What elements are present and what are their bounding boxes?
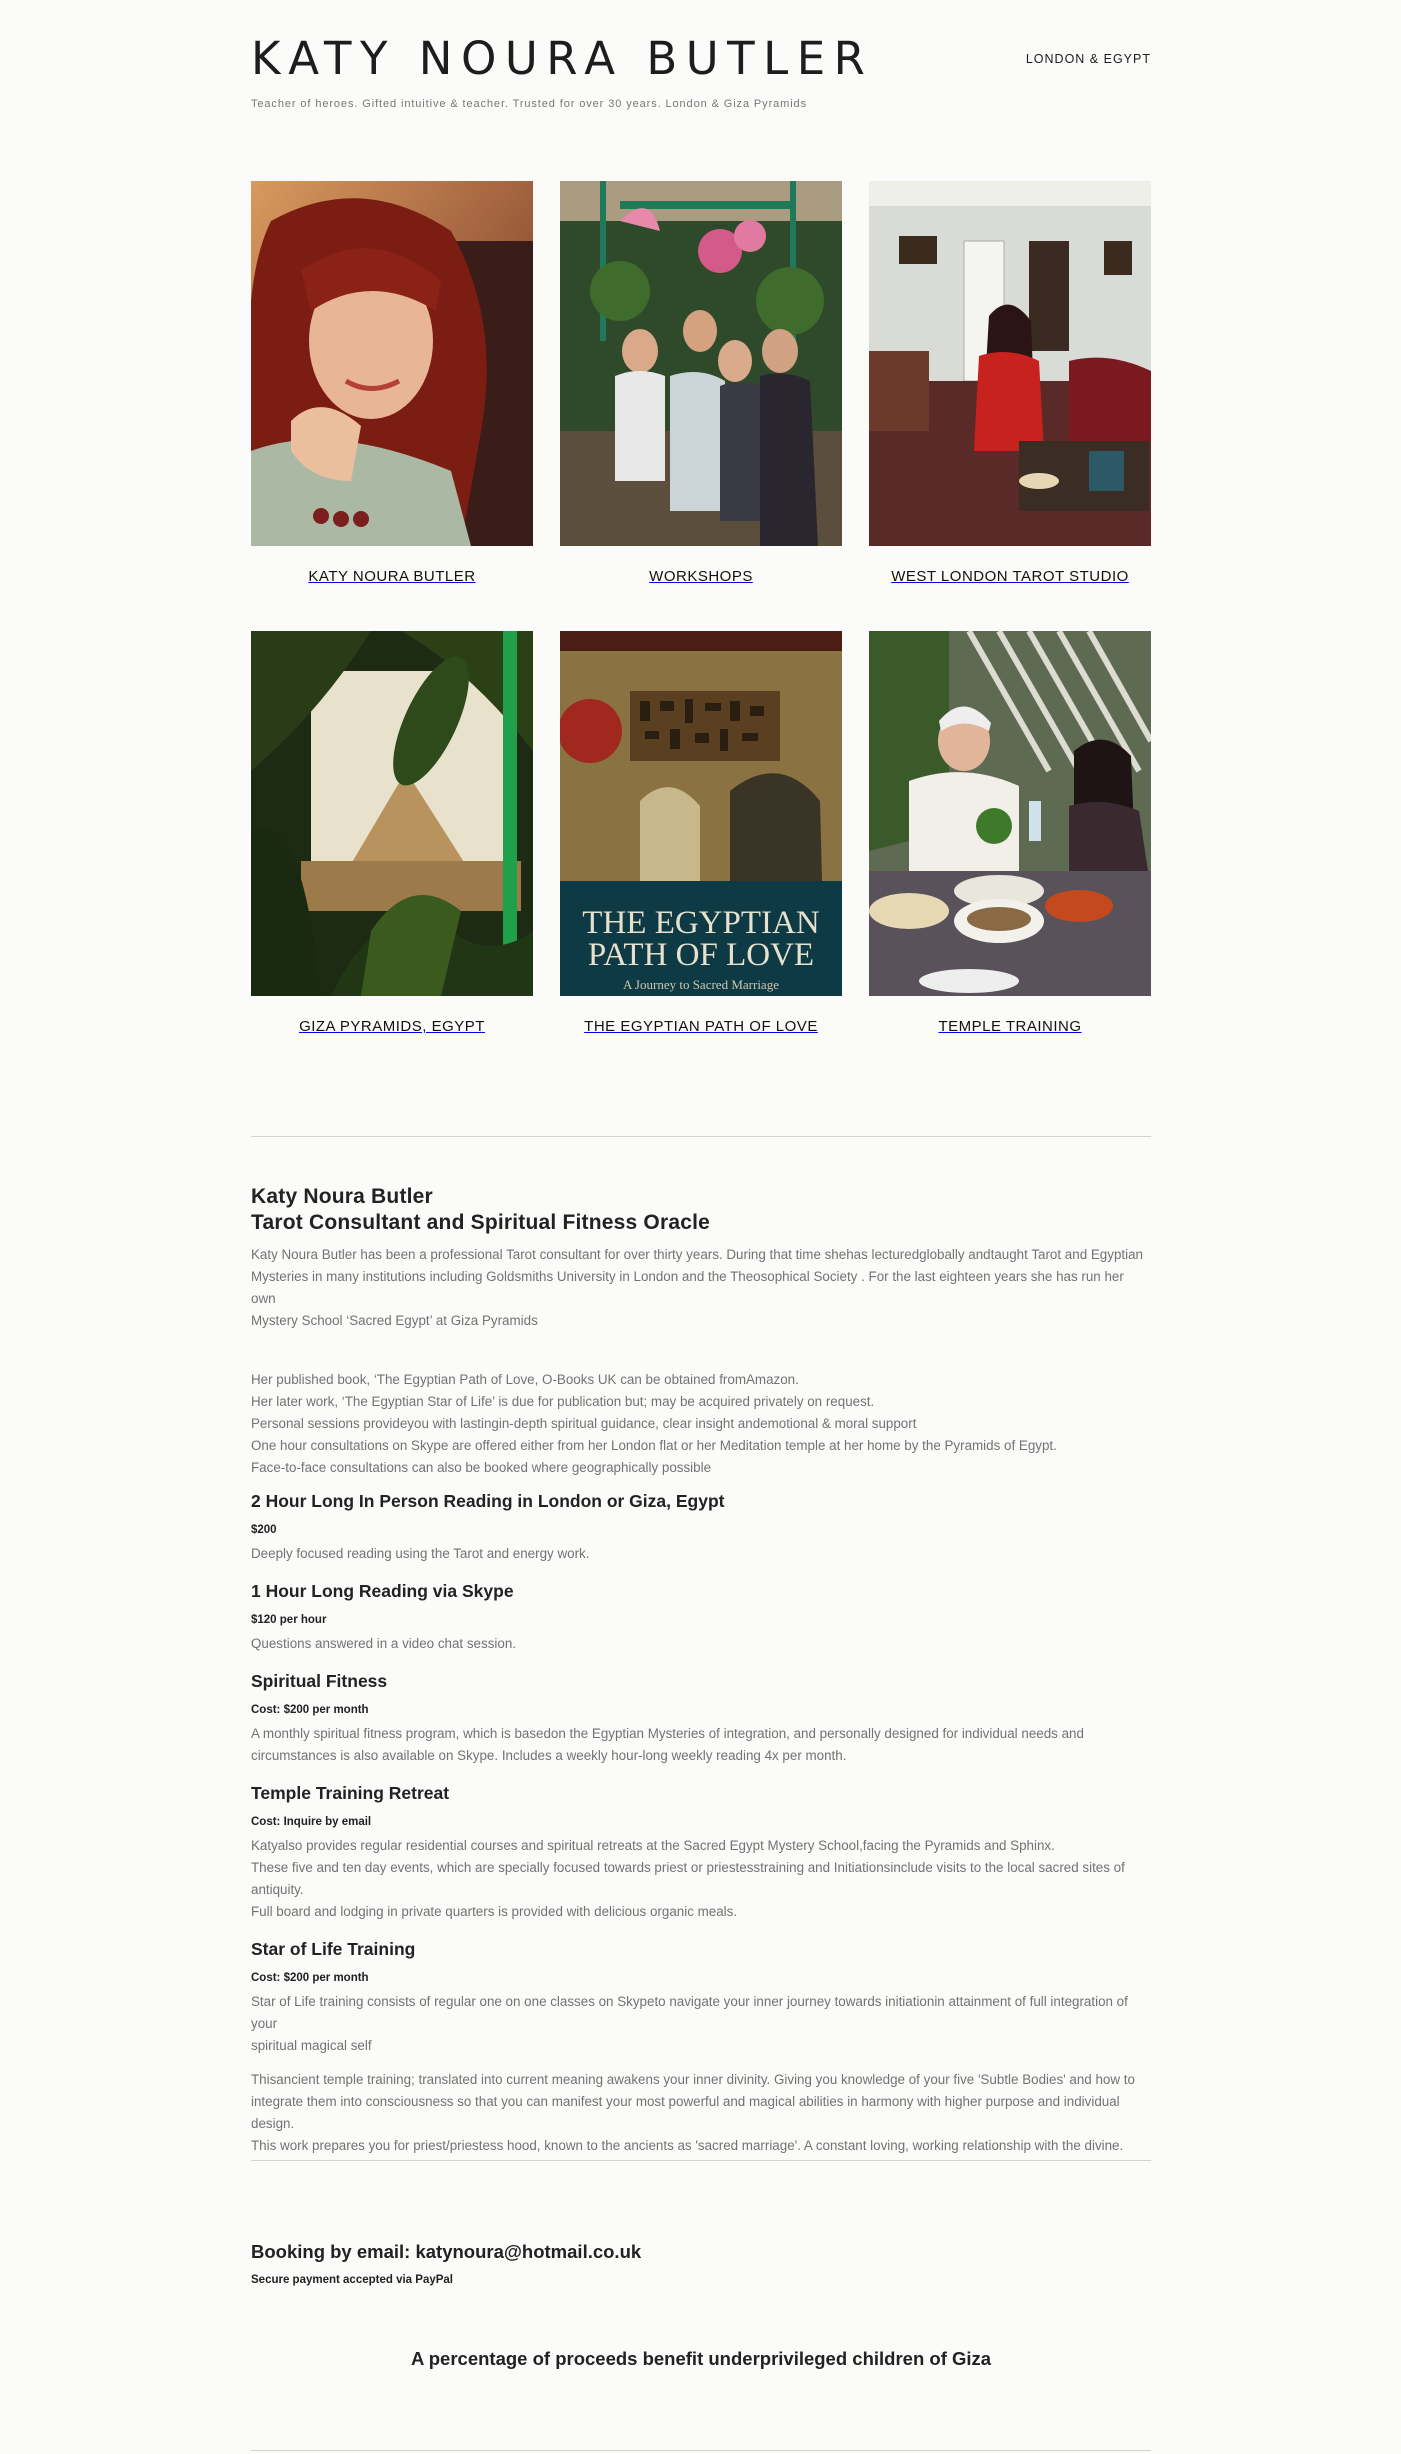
service-description: These five and ten day events, which are specially focused towards priest or priestesstraining and Initiationsinclude visits to the local sacred sites of antiquity. bbox=[251, 1860, 1125, 1897]
gallery-caption[interactable]: TEMPLE TRAINING bbox=[938, 1018, 1082, 1035]
service-description: spiritual magical self bbox=[251, 2038, 372, 2053]
book-cover-image[interactable] bbox=[560, 631, 842, 996]
gallery-item-egyptian-path-of-love[interactable] bbox=[560, 631, 842, 1035]
divider bbox=[251, 1136, 1151, 1137]
service-in-person bbox=[251, 1489, 1151, 1565]
portrait-image[interactable] bbox=[251, 181, 533, 546]
service-title: 2 Hour Long In Person Reading in London or Giza, Egypt bbox=[251, 1491, 725, 1511]
workshops-image[interactable] bbox=[560, 181, 842, 546]
service-spiritual-fitness bbox=[251, 1669, 1151, 1767]
secure-payment-note: Secure payment accepted via PayPal bbox=[251, 2274, 453, 2286]
site-title[interactable]: KATY NOURA BUTLER bbox=[251, 32, 874, 85]
nav-link-london-egypt[interactable]: LONDON & EGYPT bbox=[1025, 52, 1151, 66]
service-description: Deeply focused reading using the Tarot and energy work. bbox=[251, 1546, 590, 1561]
gallery-caption[interactable]: KATY NOURA BUTLER bbox=[308, 568, 476, 585]
temple-training-image[interactable] bbox=[869, 631, 1151, 996]
intro-paragraph bbox=[251, 1244, 1151, 1332]
service-price: Cost: Inquire by email bbox=[251, 1816, 372, 1828]
booking-line bbox=[251, 2240, 1151, 2264]
text-line: Her published book, ‘The Egyptian Path of Love, O-Books UK can be obtained fromAmazon. bbox=[251, 1372, 799, 1387]
divider bbox=[251, 2160, 1151, 2161]
text-line: Katy Noura Butler has been a professional Tarot consultant for over thirty years. During that time shehas lecturedglobally andtaught Tarot and Egyptian bbox=[251, 1247, 1143, 1262]
service-title: 1 Hour Long Reading via Skype bbox=[251, 1581, 514, 1601]
service-price: Cost: $200 per month bbox=[251, 1972, 369, 1984]
service-description: This work prepares you for priest/priestess hood, known to the ancients as 'sacred marriage'. A constant loving, working relationship with the divine. bbox=[251, 2138, 1124, 2153]
text-line: Mystery School ‘Sacred Egypt’ at Giza Pyramids bbox=[251, 1313, 538, 1328]
service-skype bbox=[251, 1579, 1151, 1655]
text-line: Personal sessions provideyou with lastingin-depth spiritual guidance, clear insight andemotional & moral support bbox=[251, 1416, 917, 1431]
pyramids-image[interactable] bbox=[251, 631, 533, 996]
book-cover-subtitle: A Journey to Sacred Marriage bbox=[623, 977, 779, 992]
service-description: circumstances is also available on Skype. Includes a weekly hour-long weekly reading 4x per month. bbox=[251, 1748, 847, 1763]
service-description: Star of Life training consists of regular one on one classes on Skypeto navigate your inner journey towards initiationin attainment of full integration of your bbox=[251, 1994, 1128, 2031]
text-line: One hour consultations on Skype are offered either from her London flat or her Meditation temple at her home by the Pyramids of Egypt. bbox=[251, 1438, 1057, 1453]
service-description: Full board and lodging in private quarters is provided with delicious organic meals. bbox=[251, 1904, 738, 1919]
gallery-caption[interactable]: GIZA PYRAMIDS, EGYPT bbox=[299, 1018, 485, 1035]
text-line: Mysteries in many institutions including Goldsmiths University in London and the Theosophical Society . For the last eighteen years she has run her own bbox=[251, 1269, 1124, 1306]
service-price: $200 bbox=[251, 1524, 277, 1536]
divider bbox=[251, 2450, 1151, 2451]
service-price: Cost: $200 per month bbox=[251, 1704, 369, 1716]
book-cover-title-line-1: THE EGYPTIAN bbox=[582, 905, 820, 941]
gallery-item-west-london-tarot-studio[interactable] bbox=[869, 181, 1151, 585]
page-heading-role: Tarot Consultant and Spiritual Fitness Oracle bbox=[251, 1211, 711, 1234]
service-temple-training-retreat bbox=[251, 1781, 1151, 1923]
service-price: $120 per hour bbox=[251, 1614, 327, 1626]
text-line: Her later work, ‘The Egyptian Star of Life’ is due for publication but; may be acquired privately on request. bbox=[251, 1394, 875, 1409]
site-tagline: Teacher of heroes. Gifted intuitive & teacher. Trusted for over 30 years. London & Giza Pyramids bbox=[251, 98, 807, 110]
gallery-caption[interactable]: WORKSHOPS bbox=[649, 568, 753, 585]
booking-prefix: Booking by email: bbox=[251, 2241, 416, 2262]
service-description: Katyalso provides regular residential courses and spiritual retreats at the Sacred Egypt Mystery School,facing the Pyramids and Sphinx. bbox=[251, 1838, 1055, 1853]
book-cover-title-line-2: PATH OF LOVE bbox=[587, 937, 815, 973]
page-heading-name: Katy Noura Butler bbox=[251, 1185, 433, 1208]
gallery-caption[interactable]: THE EGYPTIAN PATH OF LOVE bbox=[584, 1018, 818, 1035]
service-description: Thisancient temple training; translated into current meaning awakens your inner divinity. Giving you knowledge of your five 'Subtle Bodies' and how to bbox=[251, 2072, 1135, 2087]
service-description: integrate them into consciousness so that you can manifest your most powerful and magical abilities in harmony with higher purpose and individual design. bbox=[251, 2094, 1120, 2131]
booking-email-link[interactable]: katynoura@hotmail.co.uk bbox=[415, 2241, 642, 2262]
gallery-caption[interactable]: WEST LONDON TAROT STUDIO bbox=[891, 568, 1129, 585]
gallery-item-giza-pyramids[interactable] bbox=[251, 631, 533, 1035]
proceeds-note: A percentage of proceeds benefit underprivileged children of Giza bbox=[410, 2348, 992, 2369]
service-title: Temple Training Retreat bbox=[251, 1783, 450, 1803]
publications-paragraph bbox=[251, 1369, 1151, 1479]
booking-section bbox=[251, 2240, 1151, 2286]
service-description: A monthly spiritual fitness program, which is basedon the Egyptian Mysteries of integration, and personally designed for individual needs and bbox=[251, 1726, 1084, 1741]
studio-image[interactable] bbox=[869, 181, 1151, 546]
service-title: Star of Life Training bbox=[251, 1939, 416, 1959]
service-description: Questions answered in a video chat session. bbox=[251, 1636, 516, 1651]
service-title: Spiritual Fitness bbox=[251, 1671, 388, 1691]
gallery-item-katy-noura-butler[interactable] bbox=[251, 181, 533, 585]
gallery-item-workshops[interactable] bbox=[560, 181, 842, 585]
text-line: Face-to-face consultations can also be booked where geographically possible bbox=[251, 1460, 712, 1475]
main-content bbox=[251, 1184, 1151, 2157]
service-star-of-life bbox=[251, 1937, 1151, 2157]
gallery-item-temple-training[interactable] bbox=[869, 631, 1151, 1035]
